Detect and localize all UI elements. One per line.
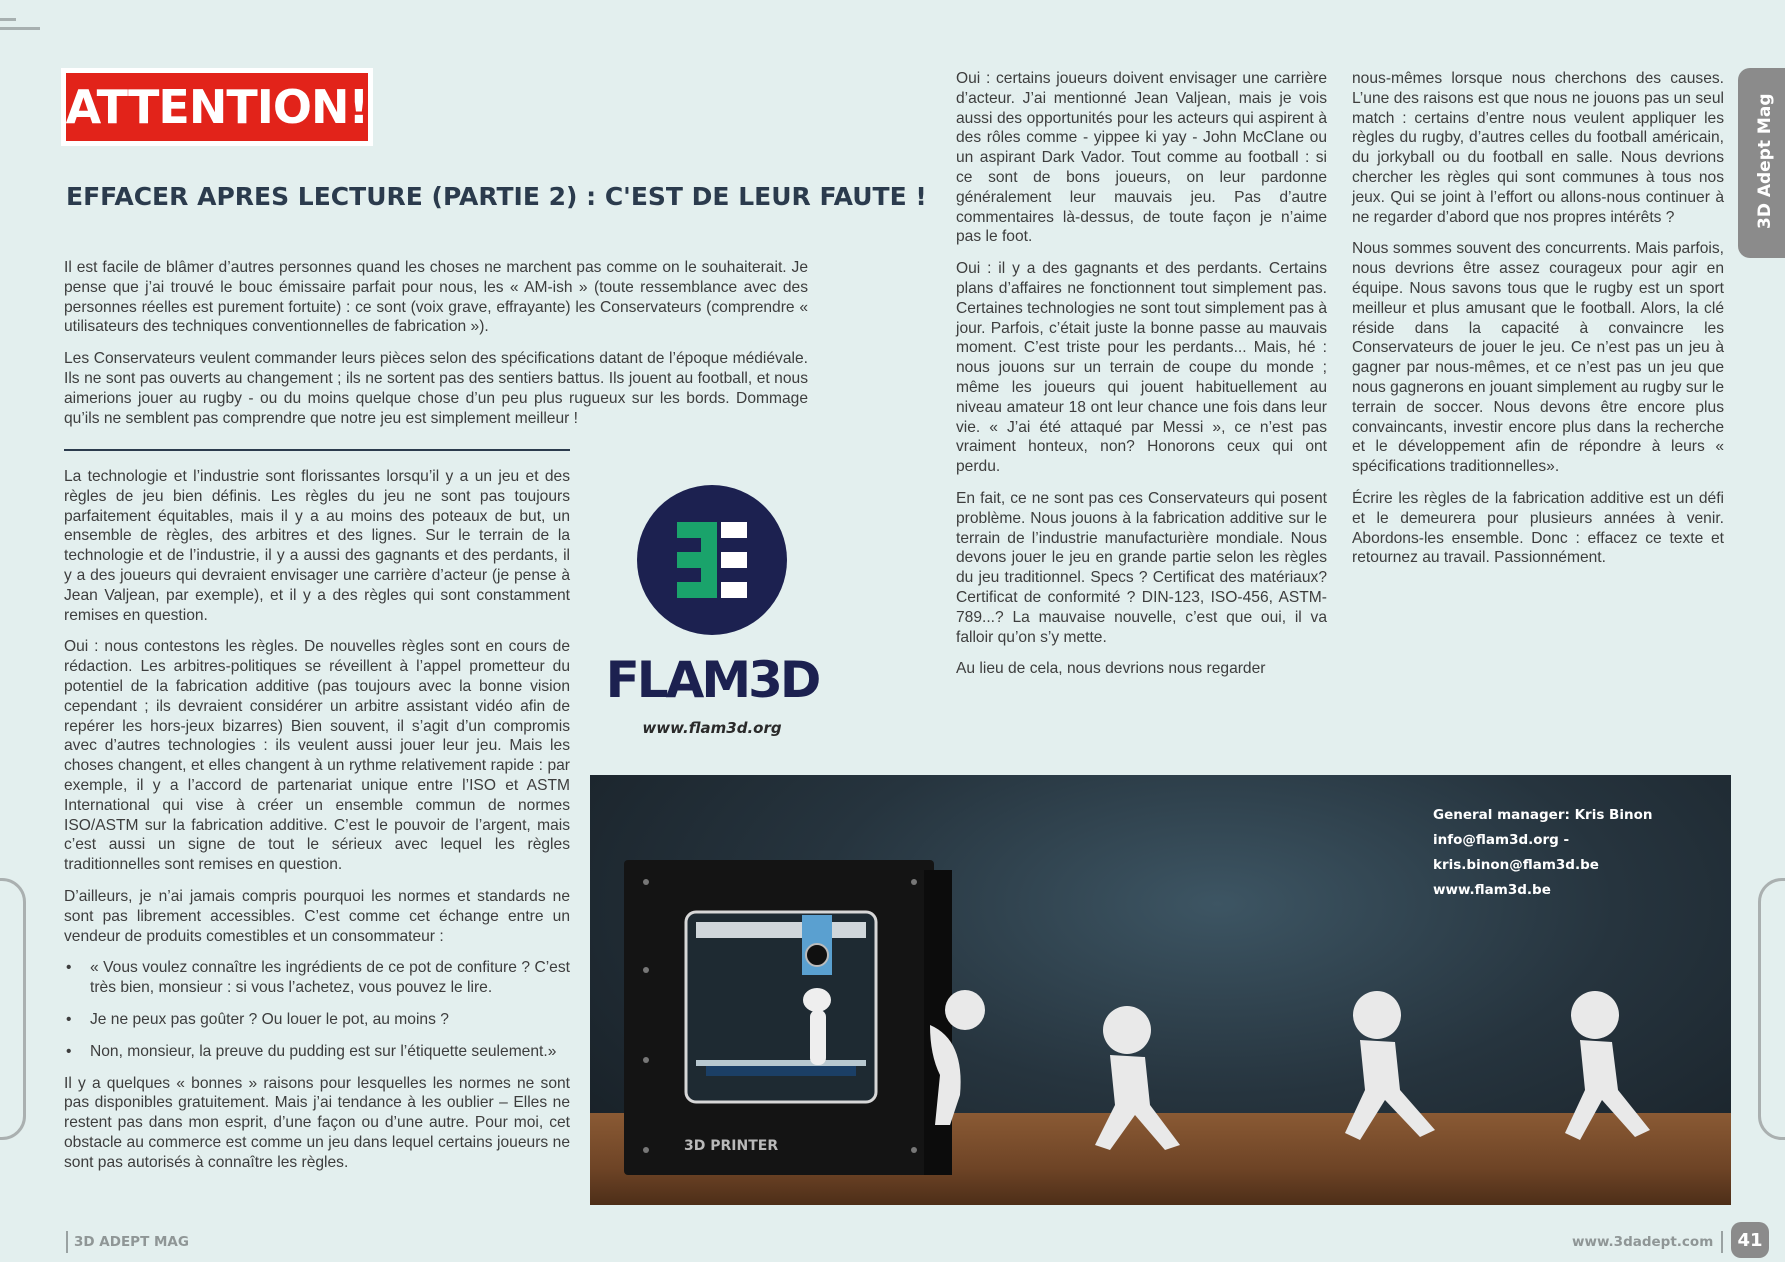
bullet-item: • Je ne peux pas goûter ? Ou louer le pot, au moins ? <box>64 1010 570 1030</box>
logo-wordmark: FLAM3D <box>605 651 819 709</box>
next-page-button[interactable] <box>1758 878 1785 1140</box>
article-headline: EFFACER APRES LECTURE (PARTIE 2) : C'EST DE LEUR FAUTE ! <box>66 182 927 211</box>
article-column-1 <box>64 467 570 1185</box>
bullet-item: • Non, monsieur, la preuve du pudding est sur l’étiquette seulement.» <box>64 1042 570 1062</box>
section-divider <box>64 449 570 451</box>
intro-paragraph: Les Conservateurs veulent commander leurs pièces selon des spécifications datant de l’époque médiévale. Ils ne sont pas ouverts au changement ; ils ne sortent pas des sentiers battus. Ils jouent au football, et nous aimerions jouer au rugby - ou du moins quelque chose d’un peu plus rugueux sur les bords. Dommage qu’ils ne semblent pas comprendre que notre jeu est simplement meilleur ! <box>64 350 808 427</box>
paragraph: Il y a quelques « bonnes » raisons pour lesquelles les normes ne sont pas disponibles gratuitement. Mais j’ai tendance à les oublier – Elles ne restent pas dans mon esprit, d’une façon ou d’une autre. Pour moi, cet obstacle au commerce est comme un jeu dans lequel certains joueurs ne sont pas autorisés à connaître les règles. <box>64 1074 570 1171</box>
footer-magazine-name: 3D ADEPT MAG <box>66 1231 189 1253</box>
paragraph: nous-mêmes lorsque nous cherchons des causes. L’une des raisons est que nous ne jouons pas un seul match : certains d’entre nous veulent appliquer les règles du rugby, d’autres celles du football américain, du jorkyball ou du football en salle. Nous devrions chercher les règles qui sont communes à tous nos jeux. Qui se joint à l’effort ou allons-nous continuer à ne regarder d’abord que nos propres intérêts ? <box>1352 70 1724 226</box>
printer-label: 3D PRINTER <box>684 1138 779 1154</box>
menu-icon[interactable] <box>0 18 40 36</box>
footer-website[interactable]: www.3dadept.com <box>1572 1231 1723 1253</box>
article-column-3 <box>956 69 1327 691</box>
logo-url[interactable]: www.flam3d.org <box>642 719 782 737</box>
paragraph: D’ailleurs, je n’ai jamais compris pourquoi les normes et standards ne sont pas librement accessibles. C’est comme cet échange entre un vendeur de produits comestibles et un consommateur : <box>64 887 570 945</box>
article-intro <box>64 258 808 440</box>
paragraph: En fait, ce ne sont pas ces Conservateurs qui posent problème. Nous jouons à la fabrication additive sur le terrain de l’industrie manufacturière mondiale. Nous devons jouer le jeu en grande partie selon les règles du jeu traditionnel. Specs ? Certificat des matériaux? Certificat de conformité ? DIN-123, ISO-456, ASTM-789...? La mauvaise nouvelle, c’est que oui, il va falloir qu’on s’y mette. <box>956 489 1327 646</box>
contact-website[interactable]: www.flam3d.be <box>1433 882 1551 898</box>
advertisement-contact <box>1433 803 1731 903</box>
contact-emails[interactable]: info@flam3d.org - kris.binon@flam3d.be <box>1433 832 1599 873</box>
attention-banner <box>61 68 373 146</box>
paragraph: La technologie et l’industrie sont florissantes lorsqu’il y a un jeu et des règles de jeu bien définis. Les règles du jeu ne sont pas toujours parfaitement équitables, mais il y a au moins des poteaux de but, un ensemble de règles, des arbitres et des lignes. Sur le terrain de la technologie et de l’industrie, il y a aussi des gagnants et des perdants, il y a des joueurs qui devraient envisager une carrière d’acteur (je pense à Jean Valjean, par exemple), et il y a des règles qui sont constamment remises en question. <box>64 468 570 624</box>
paragraph: Au lieu de cela, nous devrions nous regarder <box>956 660 1266 678</box>
article-column-4 <box>1352 69 1724 580</box>
flam3d-logo[interactable] <box>598 485 826 741</box>
side-tab-label: 3D Adept Mag <box>1755 93 1775 229</box>
previous-page-button[interactable] <box>0 878 26 1140</box>
page-number: 41 <box>1731 1222 1769 1258</box>
paragraph: Nous sommes souvent des concurrents. Mais parfois, nous devrions être assez courageux pour agir en équipe. Nous savons tous que le rugby est un sport meilleur et plus amusant que le football. Alors, la clé réside dans la capacité à convaincre les Conservateurs de jouer le jeu. Ce n’est pas un jeu à gagner par nous-mêmes, et ce n’est pas un jeu que nous gagnerons en jouant simplement au rugby sur le terrain de soccer. Nous devons être encore plus convaincants, investir encore plus dans la recherche et le développement afin de répondre à leurs « spécifications traditionnelles». <box>1352 240 1724 476</box>
bullet-item: • « Vous voulez connaître les ingrédients de ce pot de confiture ? C’est très bien, monsieur : si vous l’achetez, vous pouvez le lire. <box>64 958 570 998</box>
paragraph: Oui : nous contestons les règles. De nouvelles règles sont en cours de rédaction. Les arbitres-politiques se réveillent à l’appel prometteur du potentiel de la fabrication additive (pas toujours avec la bonne vision cependant ; ils devraient considérer un arbitre assistant vidéo afin de repérer les hors-jeux bizarres) Bien souvent, il s’agit d’un compromis avec d’autres technologies : ils veulent aussi jouer leur jeu. Mais les choses changent, et elles changent à un rythme relativement rapide : par exemple, il y a l’accord de partenariat unique entre l’ISO et ASTM International qui vise à créer un ensemble commun de normes ISO/ASTM sur la fabrication additive. C’est le pouvoir de l’argent, mais c’est aussi un signe de tout le sérieux avec lequel les règles traditionnelles sont remises en question. <box>64 638 570 874</box>
flam3d-e-icon <box>637 485 787 635</box>
attention-label: ATTENTION! <box>66 73 368 141</box>
paragraph: Écrire les règles de la fabrication additive est un défi et le demeurera pour plusieurs années à venir. Abordons-les ensemble. Donc : effacez ce texte et retournez au travail. Passionnément. <box>1352 489 1724 567</box>
paragraph: Oui : certains joueurs doivent envisager une carrière d’acteur. J’ai mentionné Jean Valjean, mais je vois aussi des opportunités pour les acteurs qui aspirent à des rôles comme - yippee ki yay - John McClane ou un aspirant Dark Vador. Tout comme au football : si ce sont de bons joueurs, on leur pardonne généralement leur mauvais jeu. Pas d’autre commentaires là-dessus, de toute façon je n’aime pas le foot. <box>956 70 1327 246</box>
bullet-list <box>64 958 570 1061</box>
advertisement-photo[interactable] <box>590 775 1731 1205</box>
logo-circle <box>637 485 787 635</box>
general-manager-text: General manager: Kris Binon <box>1433 807 1653 823</box>
paragraph: Oui : il y a des gagnants et des perdants. Certains plans d’affaires ne fonctionnent tout simplement pas. Certaines technologies ne sont tout simplement pas à jour. Parfois, c’était juste la bonne passe au mauvais moment. C’est triste pour les perdants... Mais, hé : nous jouons sur un terrain de coupe du monde ; même les joueurs qui jouent habituellement au niveau amateur 18 ont leur chance une fois dans leur vie. « J’ai été attaqué par Messi », ce n’est pas vraiment honteux, non? Honorons ceux qui ont perdu. <box>956 260 1327 476</box>
intro-paragraph: Il est facile de blâmer d’autres personnes quand les choses ne marchent pas comme on le souhaiterait. Je pense que j’ai trouvé le bouc émissaire parfait pour nous, les « AM-ish » (toute ressemblance avec des personnes réelles est purement fortuite) : ce sont (voix grave, effrayante) les Conservateurs (comprendre « utilisateurs des techniques conventionnelles de fabrication »). <box>64 259 808 336</box>
